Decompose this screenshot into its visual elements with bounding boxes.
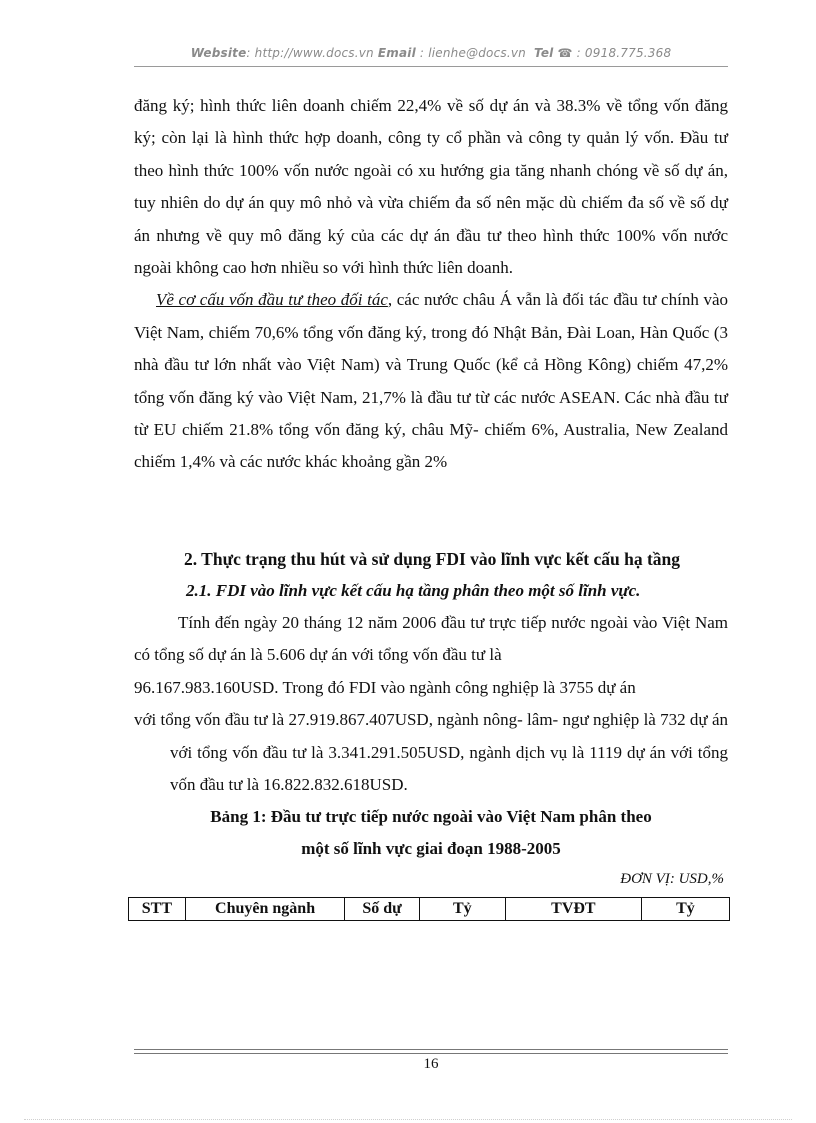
tel-label: Tel [534,46,554,60]
table-title-line-2: một số lĩnh vực giai đoạn 1988-2005 [301,839,561,859]
paragraph-fdi-sectors-text: với tổng vốn đầu tư là 27.919.867.407USD, ngành nông- lâm- ngư nghiệp là 732 dự án với tổng vốn đầu tư là 3.341.291.505USD, ngành dịch vụ là 1119 dự án với tổng vốn đầu tư là 16.822.832.618USD. [134,710,728,794]
table-unit: ĐƠN VỊ: USD,% [620,871,724,888]
email-label: Email [377,46,416,60]
tel-number: ☎ : 0918.775.368 [553,46,672,60]
table-header-cell: Tỷ [419,898,505,921]
table-header-cell: TVĐT [505,898,641,921]
table-header-cell: Tỷ [641,898,729,921]
table-header-cell: Số dự [345,898,419,921]
fdi-sector-table [128,897,730,921]
page-edge [24,1119,792,1120]
table-header-cell: STT [129,898,186,921]
table-header-row [129,898,730,921]
paragraph-partner-structure [134,284,728,478]
paragraph-fdi-sectors [134,704,728,801]
table-header-cell: Chuyên ngành [185,898,345,921]
section-gap [134,479,728,543]
footer-rule [134,1053,728,1054]
website-label: Website [190,46,247,60]
page-number: 16 [423,1056,439,1072]
section-heading-2-1: 2.1. FDI vào lĩnh vực kết cấu hạ tầng phân theo một số lĩnh vực. [186,580,641,600]
paragraph-fdi-totals: Tính đến ngày 20 tháng 12 năm 2006 đầu tư trực tiếp nước ngoài vào Việt Nam có tổng số dự án là 5.606 dự án với tổng vốn đầu tư là [134,612,728,665]
document-body [134,90,728,921]
email-address[interactable]: : lienhe@docs.vn [415,46,526,60]
table-title-line-1: Bảng 1: Đầu tư trực tiếp nước ngoài vào Việt Nam phân theo [210,807,652,827]
section-heading-2: 2. Thực trạng thu hút và sử dụng FDI vào lĩnh vực kết cấu hạ tầng [184,548,680,569]
page-header [134,46,728,60]
footer-rule [134,1049,728,1050]
partner-structure-text: , các nước châu Á vẫn là đối tác đầu tư chính vào Việt Nam, chiếm 70,6% tổng vốn đăng ký, trong đó Nhật Bản, Đài Loan, Hàn Quốc (3 nhà đầu tư lớn nhất vào Việt Nam) và Trung Quốc (kể cả Hồng Kông) chiếm 47,2% tổng vốn đăng ký vào Việt Nam, 21,7% là đầu tư từ các nước ASEAN. Các nhà đầu tư từ EU chiếm 21.8% tổng vốn đăng ký, châu Mỹ- chiếm 6%, Australia, New Zealand chiếm 1,4% và các nước khác khoảng gần 2% [134,290,728,472]
partner-structure-emphasis: Về cơ cấu vốn đầu tư theo đối tác [156,290,388,310]
paragraph-fdi-totals-line: 96.167.983.160USD. Trong đó FDI vào ngành công nghiệp là 3755 dự án [134,677,636,697]
website-url[interactable]: : http://www.docs.vn [246,46,374,60]
paragraph-investment-forms: đăng ký; hình thức liên doanh chiếm 22,4% về số dự án và 38.3% về tổng vốn đăng ký; còn lại là hình thức hợp doanh, công ty cổ phần và công ty quản lý vốn. Đầu tư theo hình thức 100% vốn nước ngoài có xu hướng gia tăng nhanh chóng về số dự án, tuy nhiên do dự án quy mô nhỏ và vừa chiếm đa số nên mặc dù chiếm đa số về số dự án nhưng về quy mô đăng ký của các dự án đầu tư theo hình thức 100% vốn nước ngoài không cao hơn nhiều so với hình thức liên doanh. [134,96,728,278]
header-rule [134,66,728,67]
